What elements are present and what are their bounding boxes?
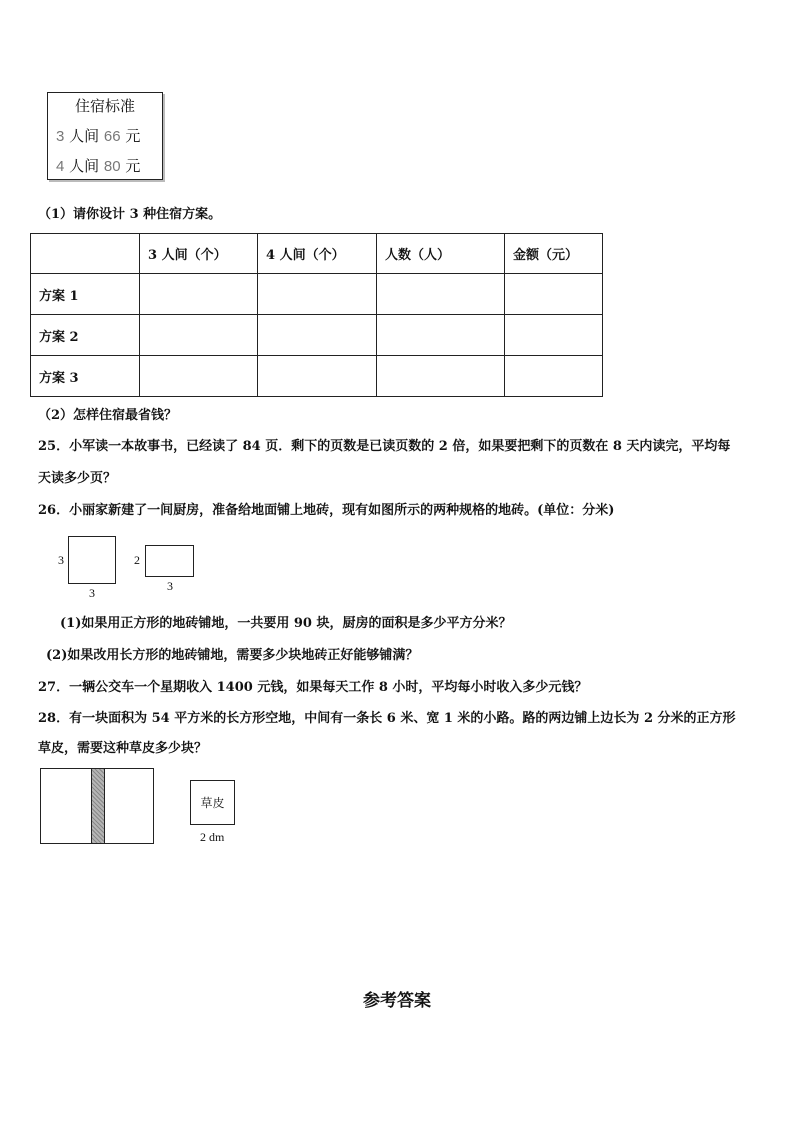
- q28-line2: 草皮，需要这种草皮多少块？: [38, 741, 208, 756]
- q26-text: 26．小丽家新建了一间厨房，准备给地面铺上地砖，现有如图所示的两种规格的地砖。(单位：分米): [38, 503, 615, 518]
- grass-tile-label: 草皮: [200, 796, 225, 810]
- table-row: [31, 274, 603, 315]
- plan-table: [30, 233, 603, 397]
- table-header-cell: 人数（人）: [377, 234, 505, 274]
- path-strip: [91, 769, 105, 843]
- rate-row-3: 3 人间 66 元: [56, 127, 141, 145]
- table-header-row: [31, 234, 603, 274]
- q25-line2: 天读多少页？: [38, 471, 117, 486]
- row-label: 方案 1: [31, 274, 140, 315]
- rate-card-title: 住宿标准: [74, 97, 135, 115]
- square-tile: [68, 536, 116, 584]
- q26-sub1: (1)如果用正方形的地砖铺地，一共要用 90 块，厨房的面积是多少平方分米？: [60, 616, 512, 631]
- answer-cell[interactable]: [140, 274, 258, 315]
- table-header-cell: 金额（元）: [505, 234, 603, 274]
- table-header-cell: [31, 234, 140, 274]
- table-row: [31, 315, 603, 356]
- q25-line1: 25．小军读一本故事书，已经读了 84 页．剩下的页数是已读页数的 2 倍，如果要把剩下的页数在 8 天内读完，平均每: [38, 439, 731, 454]
- q24-part1: （1）请你设计 3 种住宿方案。: [38, 207, 222, 222]
- q27-text: 27．一辆公交车一个星期收入 1400 元钱，如果每天工作 8 小时，平均每小时收入多少元钱？: [38, 680, 588, 695]
- answer-cell[interactable]: [258, 356, 377, 397]
- rate-row-4: 4 人间 80 元: [56, 157, 141, 175]
- table-row: [31, 356, 603, 397]
- row-label: 方案 2: [31, 315, 140, 356]
- row-label: 方案 3: [31, 356, 140, 397]
- grass-tile-dimension: 2 dm: [200, 830, 225, 844]
- answer-cell[interactable]: [505, 315, 603, 356]
- rect-tile: [145, 545, 194, 577]
- answer-cell[interactable]: [258, 274, 377, 315]
- answer-cell[interactable]: [377, 315, 505, 356]
- table-header-cell: 3 人间（个）: [140, 234, 258, 274]
- table-header-cell: 4 人间（个）: [258, 234, 377, 274]
- answers-heading: 参考答案: [363, 991, 431, 1011]
- q26-sub2: (2)如果改用长方形的地砖铺地，需要多少块地砖正好能够铺满？: [46, 648, 419, 663]
- q28-line1: 28．有一块面积为 54 平方米的长方形空地，中间有一条长 6 米、宽 1 米的小路。路的两边铺上边长为 2 分米的正方形: [38, 711, 736, 726]
- answer-cell[interactable]: [505, 356, 603, 397]
- answer-cell[interactable]: [377, 274, 505, 315]
- square-bottom-label: 3: [89, 586, 95, 600]
- accommodation-rate-card: [47, 92, 163, 180]
- q24-part2: （2）怎样住宿最省钱？: [38, 408, 178, 423]
- rect-side-label: 2: [134, 553, 140, 567]
- answer-cell[interactable]: [140, 356, 258, 397]
- rect-bottom-label: 3: [167, 579, 173, 593]
- square-side-label: 3: [58, 553, 64, 567]
- answer-cell[interactable]: [505, 274, 603, 315]
- answer-cell[interactable]: [258, 315, 377, 356]
- grass-tile: [190, 780, 235, 825]
- answer-cell[interactable]: [140, 315, 258, 356]
- answer-cell[interactable]: [377, 356, 505, 397]
